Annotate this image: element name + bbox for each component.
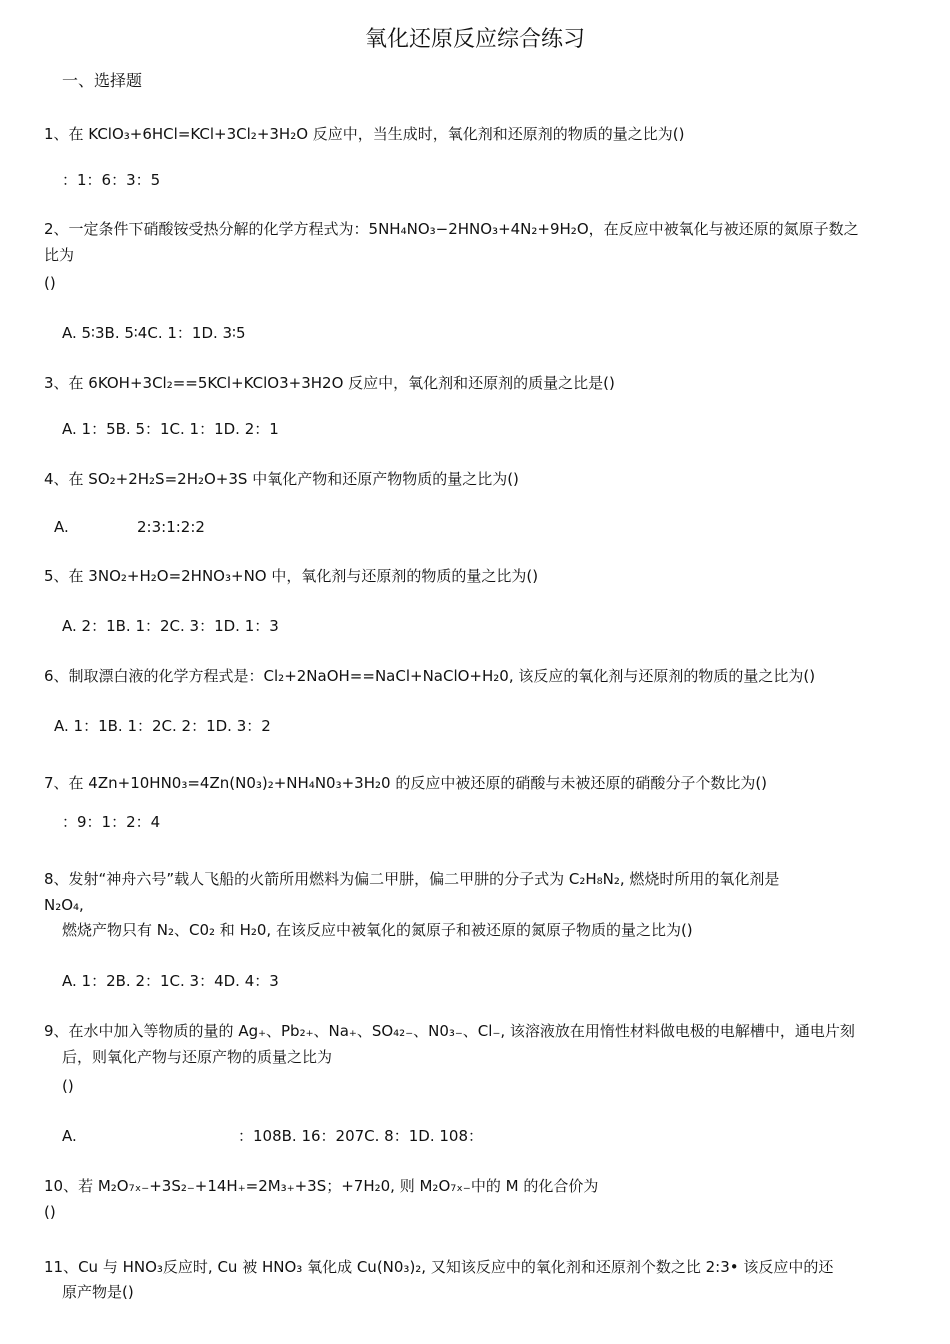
question-8-options: A. 1：2B. 2：1C. 3：4D. 4：3 — [62, 972, 279, 990]
question-11-line-2: 原产物是() — [62, 1283, 134, 1301]
question-5-options: A. 2：1B. 1：2C. 3：1D. 1：3 — [62, 617, 279, 635]
question-1-options: ：1：6：3：5 — [62, 171, 161, 189]
question-10-line-2: () — [44, 1203, 56, 1221]
question-9-line-2: 后，则氧化产物与还原产物的质量之比为 — [62, 1048, 333, 1066]
question-2-line-2: 比为 — [44, 246, 75, 264]
question-6: 6、制取漂白液的化学方程式是：Cl₂+2NaOH==NaCl+NaClO+H₂0, 该反应的氧化剂与还原剂的物质的量之比为() — [44, 667, 816, 685]
question-8-line-1: 8、发射“神舟六号”载人飞船的火箭所用燃料为偏二甲肼，偏二甲肼的分子式为 C₂H₈N₂, 燃烧时所用的氧化剂是 — [44, 870, 780, 888]
question-10: 10、若 M₂O₇ₓ₋+3S₂₋+14H₊=2M₃₊+3S；+7H₂0, 则 M₂O₇ₓ₋中的 M 的化合价为 — [44, 1177, 599, 1195]
question-4-option-a: A. — [54, 518, 69, 536]
question-5: 5、在 3NO₂+H₂O=2HNO₃+NO 中，氧化剂与还原剂的物质的量之比为() — [44, 567, 539, 585]
question-2-options: A. 5∶3B. 5∶4C. 1：1D. 3∶5 — [62, 324, 246, 342]
question-7: 7、在 4Zn+10HN0₃=4Zn(N0₃)₂+NH₄N0₃+3H₂0 的反应中被还原的硝酸与未被还原的硝酸分子个数比为() — [44, 774, 768, 792]
question-9-line-3: () — [62, 1077, 74, 1095]
question-3-options: A. 1：5B. 5：1C. 1：1D. 2：1 — [62, 420, 279, 438]
question-6-options: A. 1：1B. 1：2C. 2：1D. 3：2 — [54, 717, 271, 735]
question-4: 4、在 SO₂+2H₂S=2H₂O+3S 中氧化产物和还原产物物质的量之比为() — [44, 470, 519, 488]
question-11-line-1: 11、Cu 与 HNO₃反应时, Cu 被 HNO₃ 氧化成 Cu(N0₃)₂, 又知该反应中的氧化剂和还原剂个数之比 2:3• 该反应中的还 — [44, 1258, 834, 1276]
question-9-line-1: 9、在水中加入等物质的量的 Ag₊、Pb₂₊、Na₊、SO₄₂₋、N0₃₋、Cl₋, 该溶液放在用惰性材料做电极的电解槽中，通电片刻 — [44, 1022, 855, 1040]
question-8-line-3: 燃烧产物只有 N₂、C0₂ 和 H₂0, 在该反应中被氧化的氮原子和被还原的氮原子物质的量之比为() — [62, 921, 693, 939]
page-title: 氧化还原反应综合练习 — [364, 27, 585, 52]
question-2-line-3: () — [44, 274, 56, 292]
question-9-options: ：108B. 16：207C. 8：1D. 108： — [238, 1127, 483, 1145]
question-3: 3、在 6KOH+3Cl₂==5KCl+KClO3+3H2O 反应中，氧化剂和还原剂的质量之比是() — [44, 374, 615, 392]
question-9-option-a: A. — [62, 1127, 77, 1145]
question-1: 1、在 KClO₃+6HCl=KCl+3Cl₂+3H₂O 反应中，当生成时，氧化剂和还原剂的物质的量之比为() — [44, 125, 685, 143]
question-2-line-1: 2、一定条件下硝酸铵受热分解的化学方程式为：5NH₄NO₃−2HNO₃+4N₂+9H₂O，在反应中被氧化与被还原的氮原子数之 — [44, 220, 859, 238]
question-8-line-2: N₂O₄, — [44, 896, 84, 914]
section-heading: 一、选择题 — [62, 71, 143, 90]
question-4-options: 2:3:1:2:2 — [137, 518, 205, 536]
question-7-options: ：9：1：2：4 — [62, 813, 161, 831]
